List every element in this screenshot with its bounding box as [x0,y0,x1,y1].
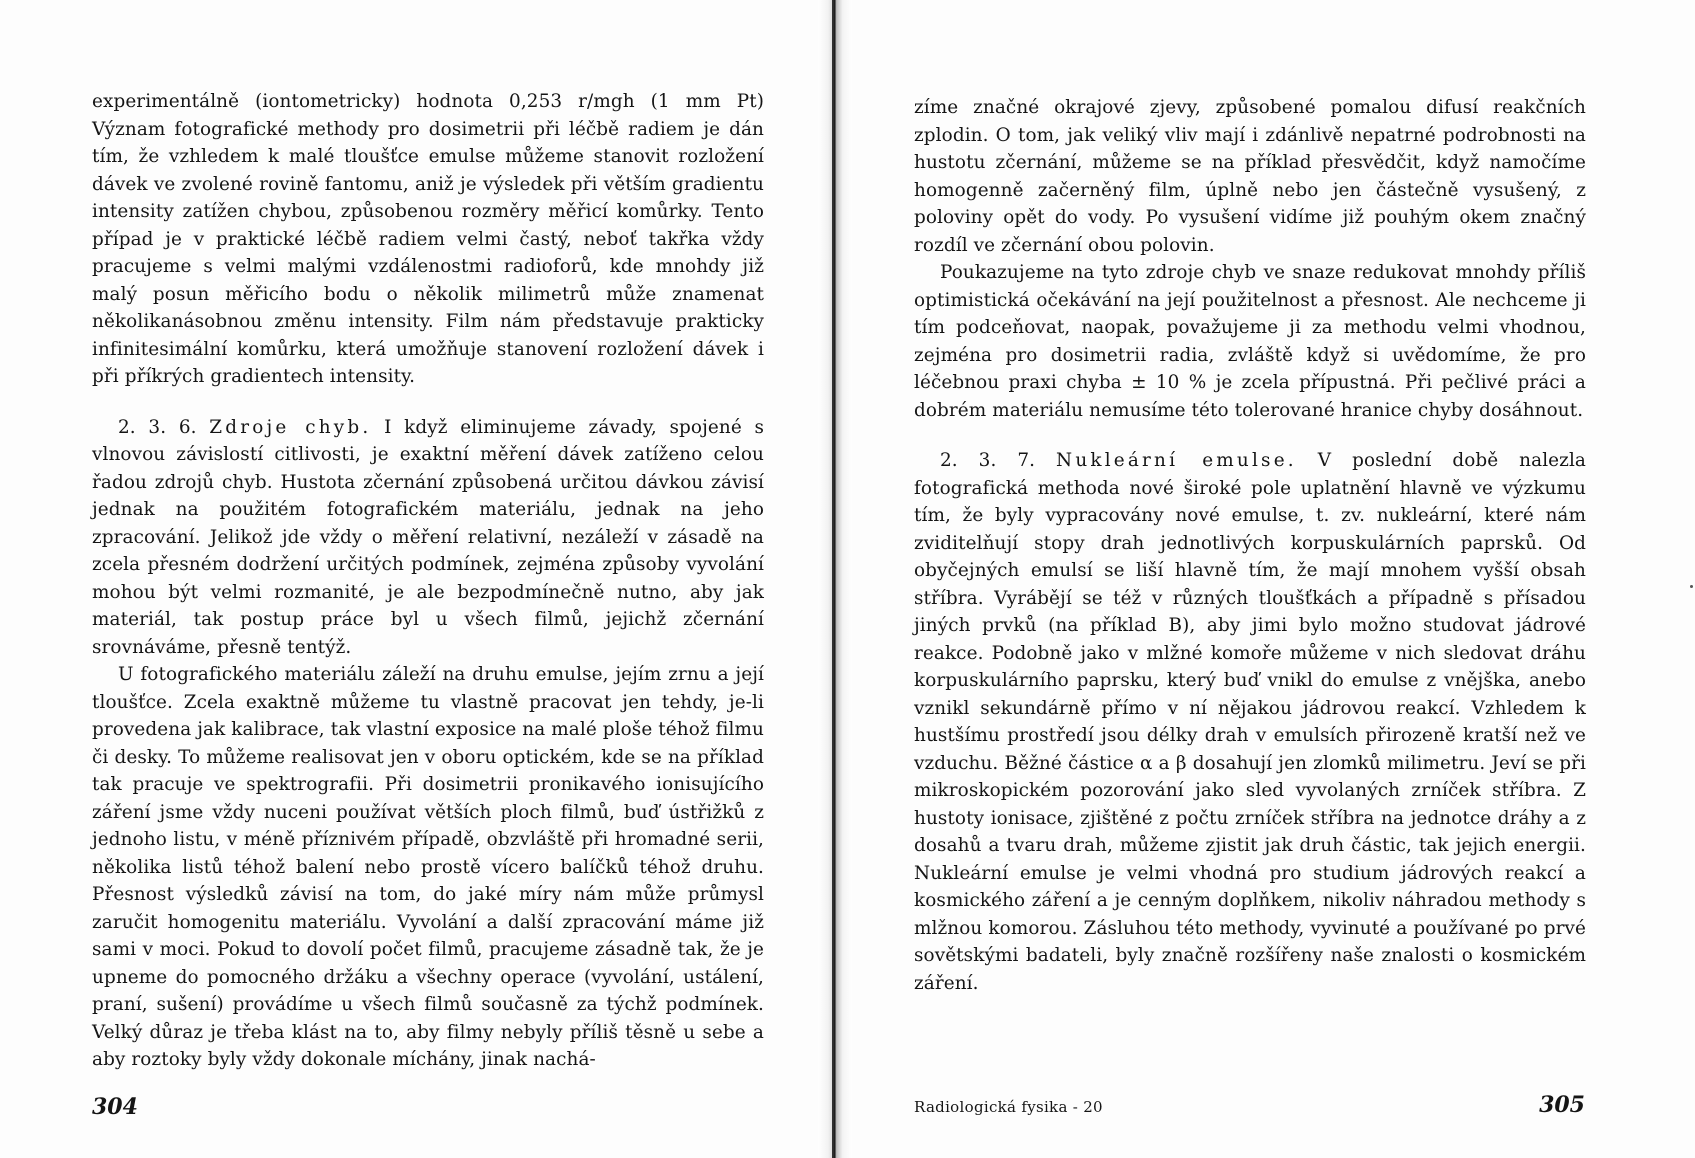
section-number: 2. 3. 6. [118,416,197,438]
section-2-3-6 [92,414,764,662]
right-page-text [914,94,1586,997]
section-heading: Nukleární emulse. [1056,450,1297,471]
page-number: 305 [1539,1092,1585,1118]
paragraph: zíme značné okrajové zjevy, způsobené pomalou difusí reakčních zplodin. O tom, jak veliký vliv mají i zdánlivě nepatrné podrobnosti na hustotu zčernání, můžeme se na příklad přesvědčit, když namočíme homogenně začerněný film, úplně nebo jen částečně vysušený, z poloviny opět do vody. Po vysušení vidíme již pouhým okem značný rozdíl ve zčernání obou polovin. [914,97,1586,256]
book-spine-line [832,0,835,1158]
section-text: I když eliminujeme závady, spojené s vlnovou závislostí citlivosti, je exaktní měření dávek zatíženo celou řadou zdrojů chyb. Hustota zčernání způsobená určitou dávkou závisí jednak na použitém fotografickém materiálu, jednak na jeho zpracování. Jelikož jde vždy o měření relativní, nezáleží v zásadě na zcela přesném dodržení určitých podmínek, zejména způsoby vyvolání mohou být velmi rozmanité, je ale bezpodmínečně nutno, aby jak materiál, tak postup práce byl u všech filmů, jejichž zčernání srovnáváme, přesně tentýž. [92,416,765,658]
section-number: 2. 3. 7. [940,450,1036,471]
section-2-3-7 [914,447,1586,997]
section-text: V poslední době nalezla fotografická methoda nové široké pole uplatnění hlavně ve výzkumu tím, že byly vypracovány nové emulse, t. zv. nukleární, které nám zviditelňují stopy drah jednotlivých korpuskulárních paprsků. Od obyčejných emulsí se liší hlavně tím, že mají mnohem vyšší obsah stříbra. Vyrábějí se též v různých tloušťkách a případně s přísadou jiných prvků (na příklad B), aby jimi bylo možno studovat jádrové reakce. Podobně jako v mlžné komoře můžeme v nich sledovat dráhu korpuskulárního paprsku, který buď vnikl do emulse z vnějška, anebo vznikl sekundárně přímo v ní nějakou jádrovou reakcí. Vzhledem k hustšímu prostředí jsou délky drah v emulsích přirozeně kratší než ve vzduchu. Běžné částice α a β dosahují jen zlomků milimetru. Jeví se při mikroskopickém pozorování jako sled vyvolaných zrníček stříbra. Z hustoty ionisace, zjištěné z počtu zrníček stříbra na jednotce dráhy a z dosahů a tvaru drah, můžeme zjistit jak druh částic, tak jejich energii. Nukleární emulse je velmi vhodná pro studium jádrových reakcí a kosmického záření a je cenným doplňkem, nikoliv náhradou methody s mlžnou komorou. Zásluhou této methody, vyvinuté a používané po prvé sovětskými badateli, byly značně rozšířeny naše znalosti o kosmickém záření. [914,450,1586,994]
page-number: 304 [92,1094,138,1120]
left-page-text [92,88,764,1074]
scan-speck [1690,585,1693,588]
signature-mark: Radiologická fysika - 20 [914,1098,1103,1116]
paragraph: U fotografického materiálu záleží na druhu emulse, jejím zrnu a její tloušťce. Zcela exaktně můžeme tu vlastně pracovat jen tehdy, je-li provedena jak kalibrace, tak vlastní exposice na malé ploše téhož filmu či desky. To můžeme realisovat jen v oboru optickém, kde se na příklad tak pracuje ve spektrografii. Při dosimetrii pronikavého ionisujícího záření jsme vždy nuceni používat větších ploch filmů, buď ústřižků z jednoho listu, v méně příznivém případě, obzvláště při hromadné serii, několika listů téhož balení nebo prostě vícero balíčků téhož druhu. Přesnost výsledků závisí na tom, do jaké míry nám může průmysl zaručit homogenitu materiálu. Vyvolání a další zpracování máme již sami v moci. Pokud to dovolí počet filmů, pracujeme zásadně tak, že je upneme do pomocného držáku a všechny operace (vyvolání, ustálení, praní, sušení) provádíme u všech filmů současně za týchž podmínek. Velký důraz je třeba klást na to, aby filmy nebyly příliš těsně u sebe a aby roztoky byly vždy dokonale míchány, jinak nachá- [92,664,764,1070]
section-heading: Zdroje chyb. [209,416,372,438]
left-page [0,0,818,1158]
paragraph: Poukazujeme na tyto zdroje chyb ve snaze redukovat mnohdy příliš optimistická očekávání na její použitelnost a přesnost. Ale nechceme ji tím podceňovat, naopak, považujeme ji za methodu velmi vhodnou, zejména pro dosimetrii radia, zvláště když si uvědomíme, že pro léčebnou praxi chyba ± 10 % je zcela přípustná. Při pečlivé práci a dobrém materiálu nemusíme této tolerované hranice chyby dosáhnout. [914,262,1586,421]
right-page [852,0,1695,1158]
book-gutter [818,0,852,1158]
paragraph: experimentálně (iontometricky) hodnota 0,253 r/mgh (1 mm Pt) Význam fotografické methody pro dosimetrii při léčbě radiem je dán tím, že vzhledem k malé tloušťce emulse můžeme stanovit rozložení dávek ve zvolené rovině fantomu, aniž je výsledek při větším gradientu intensity zatížen chybou, způsobenou rozměry měřicí komůrky. Tento případ je v praktické léčbě radiem velmi častý, neboť takřka vždy pracujeme s velmi malými vzdálenostmi radioforů, kde mnohdy již malý posun měřicího bodu o několik milimetrů může znamenat několikanásobnou změnu intensity. Film nám představuje prakticky infinitesimální komůrku, která umožňuje stanovení rozložení dávek i při příkrých gradientech intensity. [92,91,764,387]
